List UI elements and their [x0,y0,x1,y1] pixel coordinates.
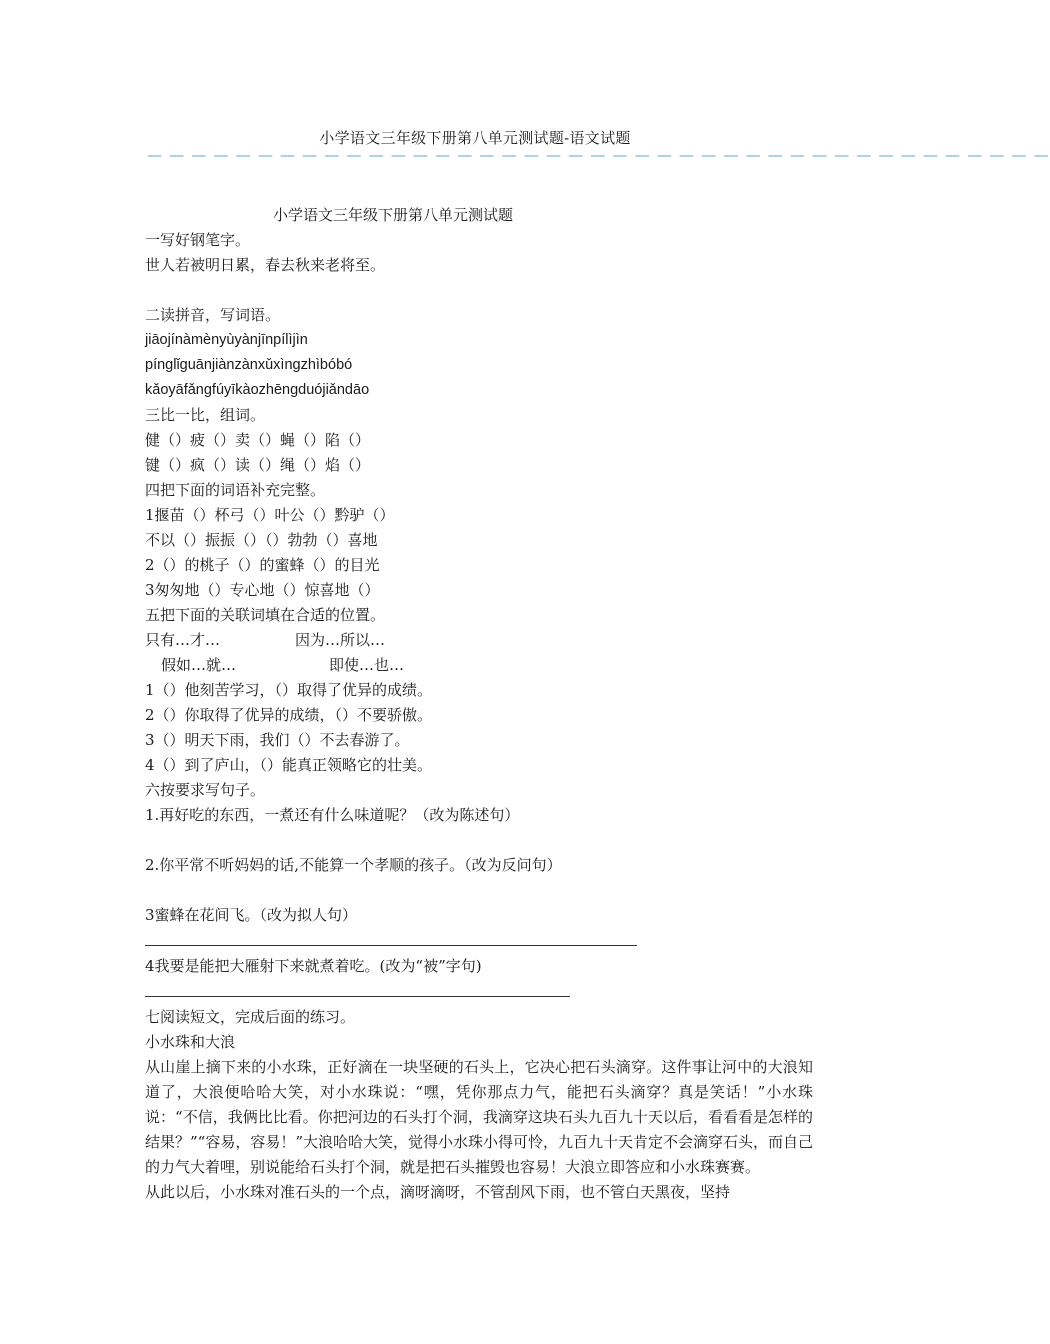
compare-row-2: 键（）疯（）读（）绳（）焰（） [145,456,371,474]
complete-row-3: 2（）的桃子（）的蜜蜂（）的目光 [145,556,380,574]
conjunction-row-2 [145,653,813,678]
conjunction-word: 只有…才… [145,631,221,649]
answer-line [145,996,570,997]
story-title: 小水珠和大浪 [145,1033,236,1051]
fill-row-3: 3（）明天下雨，我们（）不去春游了。 [145,731,410,749]
pinyin-line-1: jiāojínàmènyùyànjīnpílìjìn [145,332,308,348]
pinyin-line-3: kǎoyāfǎngfúyīkàozhēngduójiǎndāo [145,382,370,398]
section-7-heading: 七阅读短文，完成后面的练习。 [145,1008,356,1026]
spacer [145,828,813,853]
spacer [145,928,813,953]
sentence-task-1: 1.再好吃的东西，一煮还有什么味道呢？（改为陈述句） [145,806,520,824]
conjunction-word: 假如…就… [161,656,237,674]
section-2-heading: 二读拼音，写词语。 [145,306,281,324]
exam-subtitle: 小学语文三年级下册第八单元测试题 [273,206,514,224]
section-6-heading: 六按要求写句子。 [145,781,266,799]
section-1-line: 世人若被明日累，春去秋来老将至。 [145,256,386,274]
answer-line [145,945,637,946]
fill-row-2: 2（）你取得了优异的成绩，（）不要骄傲。 [145,706,433,724]
complete-row-1: 1揠苗（）杯弓（）叶公（）黔驴（） [145,506,395,524]
sentence-task-2: 2.你平常不听妈妈的话,不能算一个孝顺的孩子。（改为反问句） [145,856,562,874]
spacer [145,278,813,303]
spacer [145,878,813,903]
dashed-separator: — — — — — — — — — — — — — — — — — — — — — — — — — — — — — — — — — — — — — — — — — [147,146,1050,164]
pinyin-line-2: pínglǐguānjiànzànxǔxìngzhìbóbó [145,357,353,373]
sentence-task-4: 4我要是能把大雁射下来就煮着吃。(改为“被”字句) [145,957,482,975]
conjunction-word: 即使…也… [329,656,405,674]
sentence-task-3: 3蜜蜂在花间飞。（改为拟人句） [145,906,358,924]
complete-row-2: 不以（）振振（）（）勃勃（）喜地 [145,531,378,549]
section-5-heading: 五把下面的关联词填在合适的位置。 [145,606,386,624]
fill-row-4: 4（）到了庐山，（）能真正领略它的壮美。 [145,756,433,774]
section-4-heading: 四把下面的词语补充完整。 [145,481,326,499]
fill-row-1: 1（）他刻苦学习，（）取得了优异的成绩。 [145,681,433,699]
conjunction-word: 因为…所以… [295,631,386,649]
story-paragraph-2: 从此以后，小水珠对准石头的一个点，滴呀滴呀，不管刮风下雨，也不管白天黑夜，坚持 [145,1183,731,1201]
complete-row-4: 3匆匆地（）专心地（）惊喜地（） [145,581,380,599]
compare-row-1: 健（）疲（）卖（）蝇（）陷（） [145,431,371,449]
document-body [145,203,813,1205]
document-title: 小学语文三年级下册第八单元测试题-语文试题 [319,129,631,147]
story-paragraph-1: 从山崖上摘下来的小水珠，正好滴在一块坚硬的石头上，它决心把石头滴穿。这件事让河中的大浪知道了，大浪便哈哈大笑，对小水珠说：“嘿，凭你那点力气，能把石头滴穿？真是笑话！”小水珠说：“不信，我俩比比看。你把河边的石头打个洞，我滴穿这块石头九百九十天以后，看看看是怎样的结果？”“容易，容易！”大浪哈哈大笑，觉得小水珠小得可怜，九百九十天肯定不会滴穿石头，而自己的力气大着哩，别说能给石头打个洞，就是把石头摧毁也容易！大浪立即答应和小水珠赛赛。 [145,1058,814,1176]
section-1-heading: 一写好钢笔字。 [145,231,251,249]
conjunction-row-1 [145,628,813,653]
spacer [145,979,813,1004]
section-3-heading: 三比一比，组词。 [145,406,266,424]
